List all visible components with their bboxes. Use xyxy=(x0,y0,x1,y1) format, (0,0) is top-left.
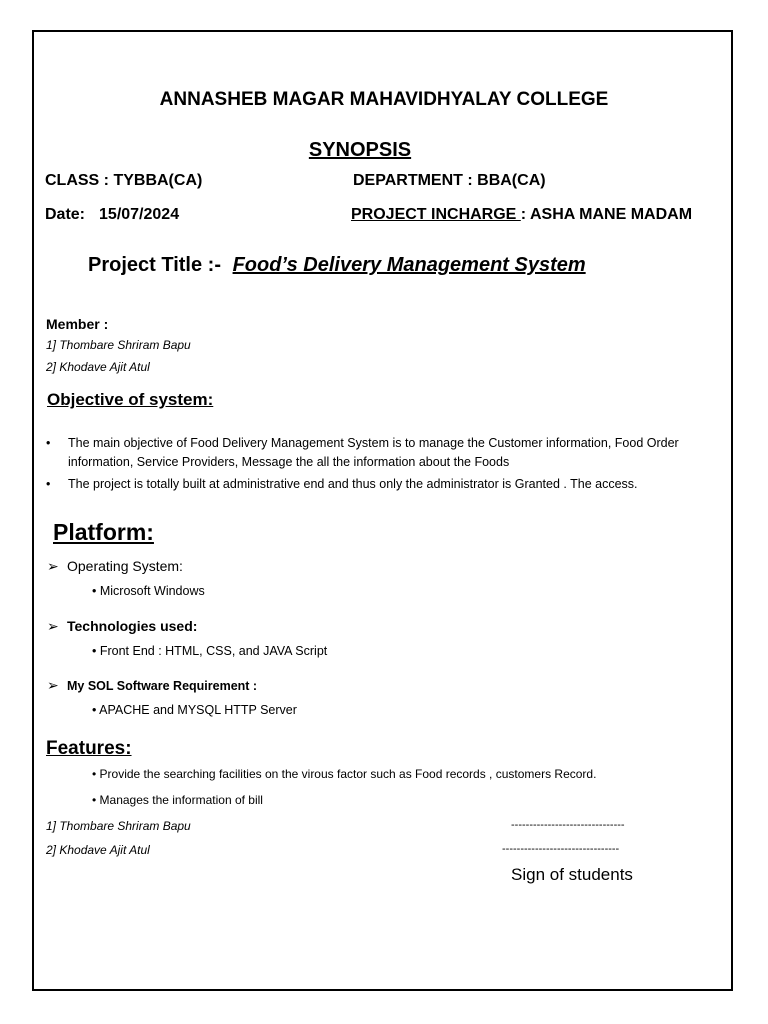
tech-item: • Front End : HTML, CSS, and JAVA Script xyxy=(92,644,328,658)
bullet-icon: • xyxy=(46,477,51,491)
incharge-value: : ASHA MANE MADAM xyxy=(520,206,693,223)
signature-name: 1] Thombare Shriram Bapu xyxy=(46,819,191,833)
objective-heading: Objective of system: xyxy=(47,390,214,409)
software-row xyxy=(47,677,257,694)
project-title xyxy=(88,254,586,277)
objective-item: • The project is totally built at administrative end and thus only the administrator is Granted . The access. xyxy=(46,475,726,494)
objective-list xyxy=(46,434,726,497)
incharge-label: PROJECT INCHARGE xyxy=(351,206,521,223)
objective-item: • The main objective of Food Delivery Management System is to manage the Customer information, Food Order information, Service Providers, Message the all the information about the Foods xyxy=(46,436,679,469)
date-field xyxy=(45,206,179,224)
signature-line: -------------------------------- xyxy=(502,843,620,855)
feature-item: • Manages the information of bill xyxy=(92,793,263,807)
college-name: ANNASHEB MAGAR MAHAVIDHYALAY COLLEGE xyxy=(159,89,609,110)
os-item: • Microsoft Windows xyxy=(92,584,205,598)
software-item: • APACHE and MYSQL HTTP Server xyxy=(92,703,297,717)
os-row xyxy=(47,558,183,575)
os-label: Operating System: xyxy=(67,558,183,574)
member-item: 1] Thombare Shriram Bapu xyxy=(46,338,191,352)
date-value: 15/07/2024 xyxy=(99,206,180,223)
document-title: SYNOPSIS xyxy=(308,139,412,161)
department-field: DEPARTMENT : BBA(CA) xyxy=(353,172,546,189)
class-field: CLASS : TYBBA(CA) xyxy=(45,172,203,189)
date-label: Date: xyxy=(45,206,86,223)
bullet-icon: • xyxy=(46,436,51,450)
project-title-value: Food’s Delivery Management System xyxy=(232,254,586,276)
tech-label: Technologies used: xyxy=(67,618,198,634)
platform-heading: Platform: xyxy=(53,519,154,545)
member-item: 2] Khodave Ajit Atul xyxy=(46,360,150,374)
feature-item: • Provide the searching facilities on the virous factor such as Food records , customers Record. xyxy=(92,767,597,781)
tech-row xyxy=(47,618,197,635)
signature-line: ------------------------------- xyxy=(511,819,625,831)
member-heading: Member : xyxy=(46,316,109,332)
sign-caption: Sign of students xyxy=(511,865,633,884)
software-label: My SOL Software Requirement : xyxy=(67,679,258,693)
arrow-icon: ➢ xyxy=(47,677,59,693)
project-title-label: Project Title :- xyxy=(88,254,221,276)
arrow-icon: ➢ xyxy=(47,558,59,574)
signature-name: 2] Khodave Ajit Atul xyxy=(46,843,150,857)
features-heading: Features: xyxy=(46,738,132,759)
arrow-icon: ➢ xyxy=(47,618,59,634)
incharge-field xyxy=(351,206,692,224)
